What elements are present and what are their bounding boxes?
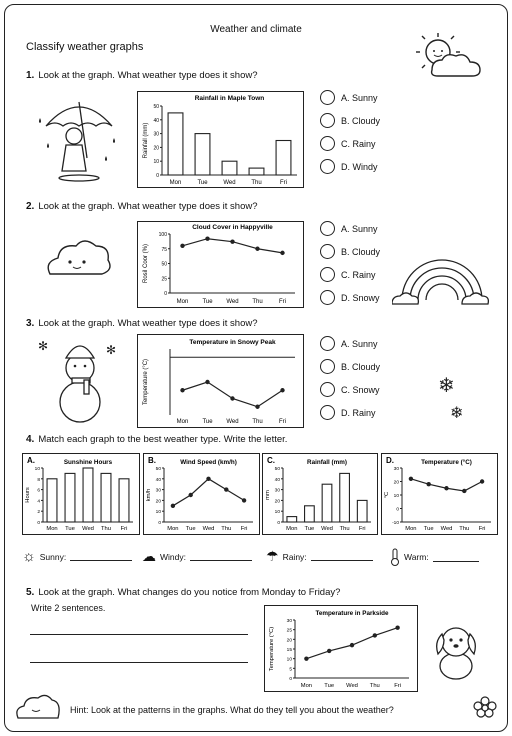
x-tick-label: Thu — [339, 526, 350, 532]
chart-letter: D. — [386, 456, 394, 465]
question-3 — [26, 318, 258, 329]
chart-d — [381, 453, 498, 535]
y-tick-label: 0 — [164, 291, 167, 297]
y-tick-label: 25 — [286, 628, 292, 634]
x-tick-label: Wed — [226, 299, 239, 305]
y-tick-label: 10 — [34, 467, 40, 472]
option-label: C. Snowy — [341, 384, 380, 395]
chart-ylabel: Hours — [25, 487, 31, 503]
q1-chart-svg — [138, 92, 303, 187]
y-tick-label: 0 — [156, 173, 159, 179]
chart-a — [22, 453, 140, 535]
y-tick-label: 40 — [153, 117, 159, 124]
x-tick-label: Thu — [252, 299, 263, 305]
option-label: C. Rainy — [341, 269, 376, 280]
chart-letter: C. — [267, 456, 275, 465]
y-tick-label: 30 — [153, 131, 159, 138]
data-point — [462, 489, 466, 493]
x-tick-label: Mon — [286, 526, 298, 532]
chart-ylabel: Temperature (°C) — [143, 358, 149, 406]
data-point — [444, 486, 448, 490]
option-label: B. Cloudy — [341, 246, 381, 257]
q4-number: 4. — [26, 434, 35, 445]
x-tick-label: Tue — [423, 526, 434, 532]
y-tick-label: 4 — [37, 499, 40, 505]
q2-option-b[interactable] — [320, 244, 380, 259]
data-point — [180, 388, 184, 392]
question-4 — [26, 434, 287, 445]
radio-circle[interactable] — [320, 290, 335, 305]
rain-cloud-icon: ☂ — [266, 548, 279, 564]
data-point — [255, 247, 259, 251]
y-tick-label: 10 — [286, 657, 292, 663]
x-tick-label: Thu — [101, 526, 111, 532]
option-label: A. Sunny — [341, 338, 378, 349]
snowflake-icon — [436, 372, 472, 424]
y-tick-label: 50 — [155, 467, 161, 472]
bar — [249, 168, 264, 175]
bar — [119, 479, 129, 522]
bar — [322, 484, 332, 522]
x-tick-label: Tue — [185, 526, 196, 532]
q3-option-a[interactable] — [320, 336, 378, 351]
match-windy — [142, 548, 252, 565]
y-tick-label: 40 — [155, 477, 161, 483]
chart-ylabel: Rosil Coor (%) — [143, 243, 149, 284]
data-point — [280, 388, 284, 392]
puppy-icon — [428, 618, 486, 682]
y-tick-label: 0 — [396, 507, 399, 513]
answer-line-1[interactable] — [30, 634, 248, 635]
option-label: A. Sunny — [341, 223, 378, 234]
chart-ylabel: Rainfall (mm) — [143, 122, 149, 159]
radio-circle[interactable] — [320, 221, 335, 236]
y-tick-label: 30 — [393, 467, 399, 472]
q3-chart-svg — [138, 335, 303, 427]
chart-ylabel: °C — [384, 491, 390, 499]
y-tick-label: 50 — [153, 104, 159, 110]
flower-icon — [470, 694, 500, 722]
sun-cloud-icon — [408, 30, 490, 82]
x-tick-label: Fri — [394, 683, 401, 689]
data-point — [255, 405, 259, 409]
q4-text: Match each graph to the best weather type. Write the letter. — [38, 434, 288, 445]
y-tick-label: 50 — [161, 261, 167, 268]
q3-option-b[interactable] — [320, 359, 380, 374]
x-tick-label: Thu — [459, 526, 470, 532]
bar — [101, 473, 111, 522]
chart-ylabel: Temperature (°C) — [269, 626, 275, 672]
warm-answer-line[interactable] — [433, 553, 479, 562]
chart-b — [143, 453, 260, 535]
chart-ylabel: km/h — [146, 488, 152, 502]
option-label: D. Snowy — [341, 292, 380, 303]
rainy-answer-line[interactable] — [311, 552, 373, 561]
y-tick-label: 50 — [274, 467, 280, 472]
thermometer-icon — [390, 548, 400, 566]
data-point — [230, 239, 234, 243]
q2-chart — [137, 221, 304, 308]
x-tick-label: Mon — [300, 683, 313, 689]
x-tick-label: Wed — [223, 180, 236, 186]
x-tick-label: Fri — [240, 526, 248, 532]
match-rainy — [266, 548, 373, 565]
data-point — [189, 493, 193, 497]
q5-instruction: Write 2 sentences. — [31, 603, 106, 613]
x-tick-label: Tue — [65, 526, 75, 532]
radio-circle[interactable] — [320, 244, 335, 259]
x-tick-label: Thu — [252, 419, 263, 425]
q1-chart — [137, 91, 304, 188]
y-tick-label: 25 — [161, 276, 167, 283]
bar — [83, 468, 93, 522]
hint-text: Hint: Look at the patterns in the graphs. What do they tell you about the weather? — [70, 705, 394, 715]
x-tick-label: Wed — [346, 683, 358, 689]
x-tick-label: Tue — [202, 419, 213, 425]
chart-b-svg — [144, 454, 259, 534]
bar — [340, 473, 350, 522]
q3-text: Look at the graph. What weather type does it show? — [38, 318, 258, 329]
svg-text:❄: ❄ — [438, 375, 455, 397]
q2-text: Look at the graph. What weather type does it show? — [38, 201, 258, 212]
radio-circle[interactable] — [320, 405, 335, 420]
data-point — [350, 643, 354, 647]
snowman-icon — [36, 334, 122, 426]
chart-title: Cloud Cover in Happyville — [192, 224, 273, 231]
sun-icon: ☼ — [22, 548, 36, 565]
radio-circle[interactable] — [320, 336, 335, 351]
q1-text: Look at the graph. What weather type does it show? — [38, 70, 258, 81]
cloud-corner-icon — [14, 694, 60, 722]
option-label: D. Windy — [341, 161, 378, 172]
data-point — [205, 380, 209, 384]
chart-c — [262, 453, 378, 535]
q2-option-c[interactable] — [320, 267, 376, 282]
y-tick-label: 75 — [161, 246, 167, 253]
radio-circle[interactable] — [320, 113, 335, 128]
chart-letter: B. — [148, 456, 156, 465]
y-tick-label: 100 — [158, 232, 167, 238]
x-tick-label: Mon — [46, 526, 58, 532]
bar — [357, 500, 367, 522]
girl-umbrella-icon — [34, 88, 124, 188]
q2-option-d[interactable] — [320, 290, 380, 305]
y-tick-label: -10 — [392, 521, 399, 526]
radio-circle[interactable] — [320, 159, 335, 174]
x-tick-label: Mon — [176, 299, 189, 305]
chart-title: Temperature in Snowy Peak — [189, 339, 276, 346]
x-tick-label: Fri — [279, 419, 286, 425]
data-point — [230, 396, 234, 400]
data-point — [242, 498, 246, 502]
y-tick-label: 10 — [155, 510, 161, 516]
y-tick-label: 0 — [37, 521, 40, 526]
chart-letter: A. — [27, 456, 35, 465]
radio-circle[interactable] — [320, 90, 335, 105]
y-tick-label: 6 — [37, 488, 40, 494]
match-warm-label: Warm: — [404, 552, 429, 562]
q2-chart-svg — [138, 222, 303, 307]
y-tick-label: 10 — [274, 510, 280, 516]
x-tick-label: Wed — [202, 526, 215, 532]
x-tick-label: Fri — [358, 526, 366, 532]
chart-title: Rainfall in Maple Town — [194, 95, 265, 102]
q3-option-d[interactable] — [320, 405, 376, 420]
x-tick-label: Wed — [82, 526, 94, 532]
bar — [47, 479, 57, 522]
svg-text:✻: ✻ — [106, 343, 117, 357]
bar — [287, 517, 297, 522]
chart-title: Rainfall (mm) — [307, 459, 347, 466]
question-1 — [26, 70, 258, 81]
page-subtitle: Classify weather graphs — [26, 41, 144, 53]
data-point — [409, 477, 413, 481]
data-point — [205, 237, 209, 241]
rainbow-icon — [392, 248, 492, 308]
y-tick-label: 20 — [153, 145, 159, 152]
y-tick-label: 20 — [155, 499, 161, 505]
option-label: D. Rainy — [341, 407, 376, 418]
x-tick-label: Wed — [226, 419, 239, 425]
radio-circle[interactable] — [320, 267, 335, 282]
chart-d-svg — [382, 454, 497, 534]
windy-answer-line[interactable] — [190, 552, 252, 561]
x-tick-label: Tue — [324, 683, 335, 689]
chart-c-svg — [263, 454, 377, 534]
match-sunny — [22, 548, 132, 565]
q2-option-a[interactable] — [320, 221, 378, 236]
y-tick-label: 20 — [286, 638, 292, 644]
bar — [168, 113, 183, 175]
chart-title: Temperature (°C) — [421, 459, 472, 466]
chart-a-svg — [23, 454, 139, 534]
x-tick-label: Fri — [120, 526, 128, 532]
q5-chart — [264, 605, 418, 692]
q3-option-c[interactable] — [320, 382, 380, 397]
y-tick-label: 0 — [277, 521, 280, 526]
y-tick-label: 30 — [286, 619, 292, 624]
data-point — [395, 626, 399, 630]
x-tick-label: Wed — [440, 526, 453, 532]
match-windy-label: Windy: — [160, 551, 186, 562]
y-tick-label: 0 — [158, 521, 161, 526]
bar — [195, 134, 210, 175]
radio-circle[interactable] — [320, 136, 335, 151]
x-tick-label: Wed — [321, 526, 333, 532]
data-point — [327, 649, 331, 653]
x-tick-label: Mon — [176, 419, 189, 425]
q1-number: 1. — [26, 70, 35, 81]
q1-option-d[interactable] — [320, 159, 378, 174]
match-warm — [390, 548, 479, 566]
question-5 — [26, 587, 340, 598]
cloud-icon — [42, 236, 112, 280]
q1-option-c[interactable] — [320, 136, 376, 151]
y-tick-label: 15 — [286, 648, 292, 653]
q1-option-b[interactable] — [320, 113, 380, 128]
chart-title: Temperature in Parkside — [315, 610, 389, 617]
bar — [65, 473, 75, 522]
svg-text:❄: ❄ — [450, 405, 464, 422]
x-tick-label: Tue — [197, 180, 208, 186]
data-point — [280, 251, 284, 255]
chart-ylabel: mm — [265, 490, 271, 500]
x-tick-label: Tue — [202, 299, 213, 305]
sunny-answer-line[interactable] — [70, 552, 132, 561]
series-line — [183, 382, 283, 407]
y-tick-label: 8 — [37, 477, 40, 483]
answer-line-2[interactable] — [30, 662, 248, 663]
bar — [222, 161, 237, 175]
chart-title: Sunshine Hours — [63, 459, 113, 466]
bar — [305, 506, 315, 522]
bar — [276, 141, 291, 176]
y-tick-label: 40 — [274, 477, 280, 483]
x-tick-label: Fri — [478, 526, 486, 532]
data-point — [171, 504, 175, 508]
x-tick-label: Thu — [369, 683, 380, 689]
data-point — [224, 487, 228, 491]
x-tick-label: Mon — [405, 526, 417, 532]
q1-option-a[interactable] — [320, 90, 378, 105]
y-tick-label: 10 — [393, 494, 399, 499]
match-rainy-label: Rainy: — [282, 551, 307, 562]
y-tick-label: 10 — [153, 159, 159, 166]
y-tick-label: 30 — [155, 488, 161, 494]
radio-circle[interactable] — [320, 359, 335, 374]
wind-cloud-icon: ☁ — [142, 548, 156, 564]
y-tick-label: 20 — [274, 499, 280, 505]
y-tick-label: 2 — [37, 510, 40, 516]
chart-title: Wind Speed (km/h) — [180, 459, 237, 466]
match-sunny-label: Sunny: — [39, 551, 67, 562]
y-tick-label: 20 — [393, 480, 399, 486]
question-2 — [26, 201, 258, 212]
data-point — [480, 479, 484, 483]
q5-number: 5. — [26, 587, 35, 598]
option-label: A. Sunny — [341, 92, 378, 103]
y-tick-label: 30 — [274, 488, 280, 494]
series-line — [173, 479, 244, 506]
x-tick-label: Tue — [304, 526, 315, 532]
y-tick-label: 0 — [289, 677, 292, 682]
data-point — [206, 477, 210, 481]
svg-text:✻: ✻ — [38, 339, 49, 353]
data-point — [373, 633, 377, 637]
q3-chart — [137, 334, 304, 428]
q2-number: 2. — [26, 201, 35, 212]
radio-circle[interactable] — [320, 382, 335, 397]
x-tick-label: Fri — [279, 299, 286, 305]
page-title: Weather and climate — [210, 24, 302, 35]
data-point — [180, 244, 184, 248]
x-tick-label: Thu — [251, 180, 262, 186]
x-tick-label: Fri — [280, 180, 287, 186]
data-point — [304, 656, 308, 660]
q5-chart-svg — [265, 606, 417, 691]
option-label: B. Cloudy — [341, 361, 381, 372]
x-tick-label: Mon — [169, 180, 182, 186]
q3-number: 3. — [26, 318, 35, 329]
option-label: B. Cloudy — [341, 115, 381, 126]
x-tick-label: Mon — [167, 526, 179, 532]
data-point — [427, 482, 431, 486]
y-tick-label: 5 — [289, 667, 292, 673]
option-label: C. Rainy — [341, 138, 376, 149]
q5-text: Look at the graph. What changes do you notice from Monday to Friday? — [38, 587, 341, 598]
x-tick-label: Thu — [221, 526, 232, 532]
